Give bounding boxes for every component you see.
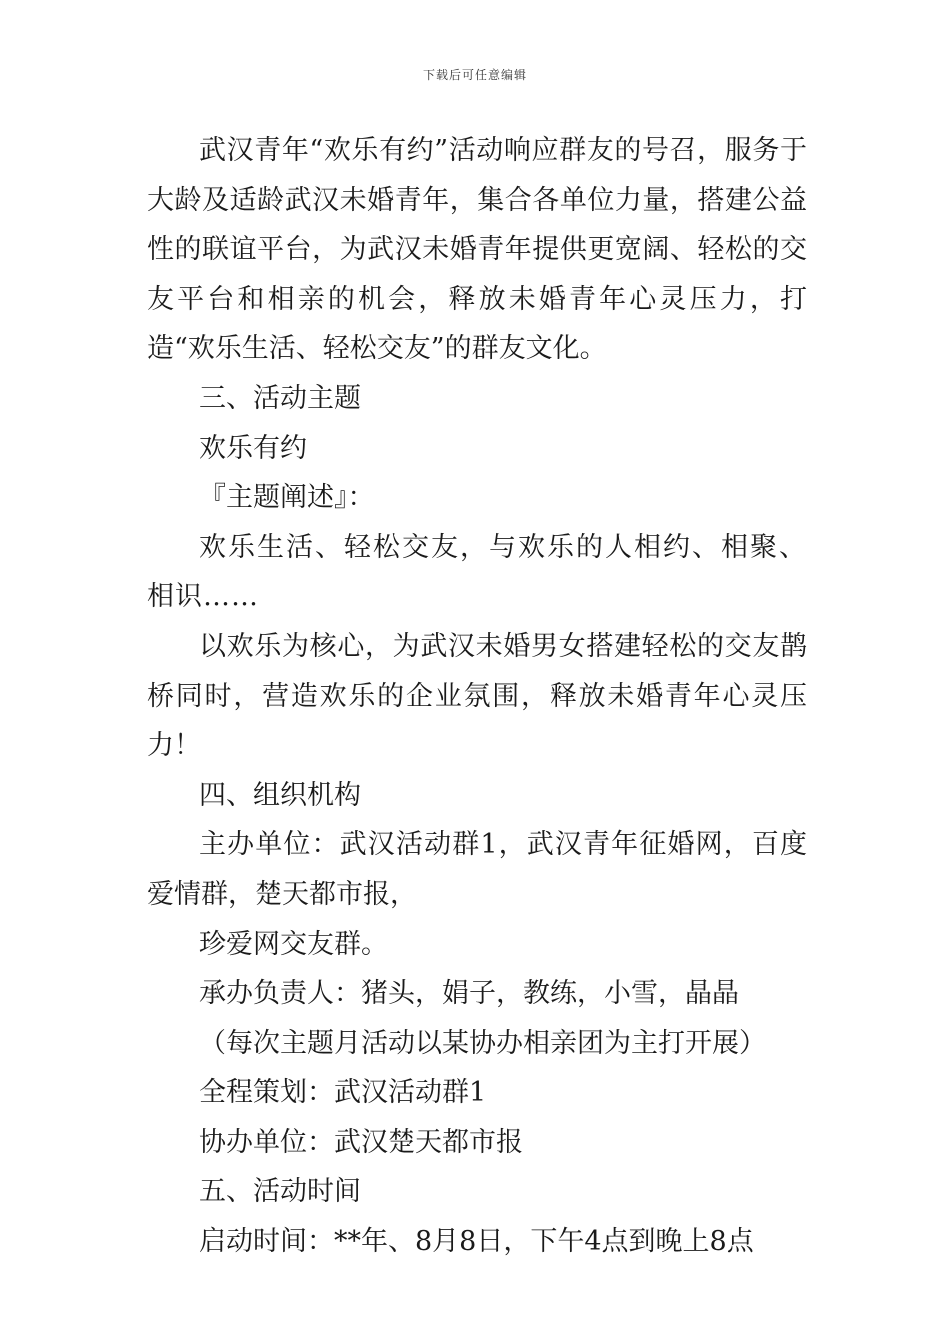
intro-paragraph: 武汉青年“欢乐有约”活动响应群友的号召，服务于大龄及适龄武汉未婚青年，集合各单位力量，搭建公益性的联谊平台，为武汉未婚青年提供更宽阔、轻松的交友平台和相亲的机会，释放未婚青年心灵压力，打造“欢乐生活、轻松交友”的群友文化。	[147, 135, 807, 365]
section-heading-theme: 三、活动主题	[199, 382, 361, 414]
section-heading-time: 五、活动时间	[199, 1176, 361, 1208]
responsible-note: （每次主题月活动以某协办相亲团为主打开展）	[199, 1027, 766, 1059]
theme-explanation-label: 『主题阐述』：	[199, 482, 375, 514]
section-heading-organization: 四、组织机构	[199, 779, 361, 811]
co-organizer-line: 协办单位：武汉楚天都市报	[199, 1126, 523, 1158]
theme-name: 欢乐有约	[199, 432, 307, 464]
planning-line: 全程策划：武汉活动群1	[199, 1077, 487, 1109]
core-paragraph: 以欢乐为核心，为武汉未婚男女搭建轻松的交友鹊桥同时，营造欢乐的企业氛围，释放未婚青年心灵压力！	[147, 630, 807, 762]
header-note: 下载后可任意编辑	[422, 68, 527, 82]
theme-explanation-paragraph: 欢乐生活、轻松交友，与欢乐的人相约、相聚、相识……	[147, 531, 807, 613]
start-time-line: 启动时间：**年、8月8日，下午4点到晚上8点	[199, 1226, 754, 1258]
document-body	[147, 126, 807, 1267]
organizer-continuation: 珍爱网交友群。	[199, 928, 388, 960]
organizer-paragraph: 主办单位：武汉活动群1，武汉青年征婚网，百度爱情群，楚天都市报，	[147, 829, 807, 910]
responsible-persons: 承办负责人：猪头，娟子，教练，小雪，晶晶	[199, 978, 739, 1010]
